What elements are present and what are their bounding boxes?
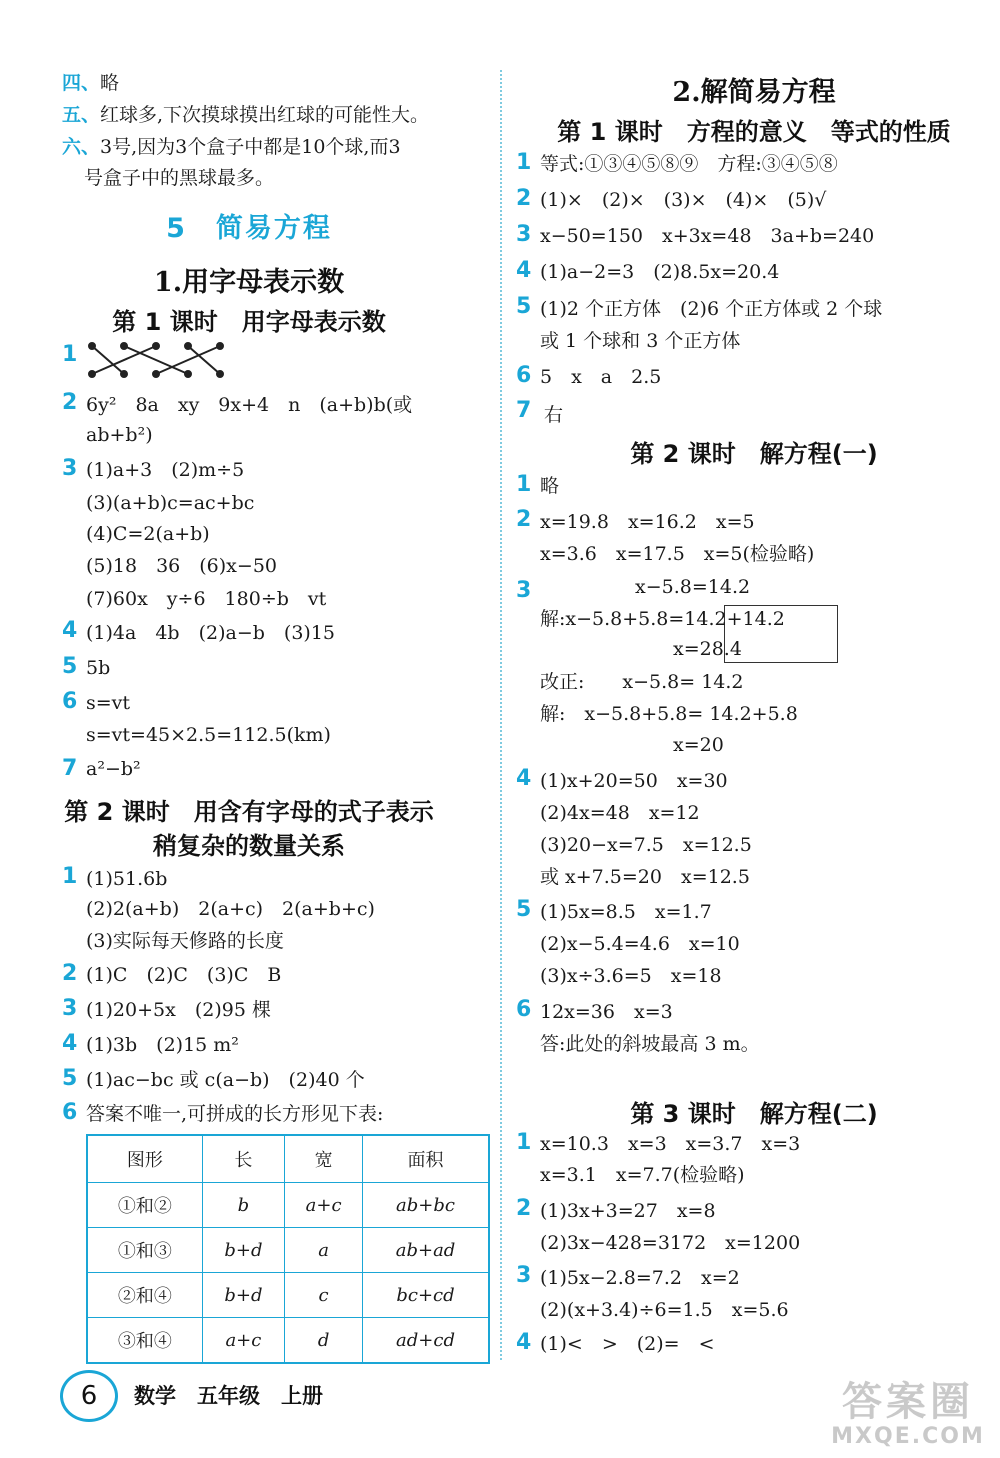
question-number: 2	[62, 961, 78, 986]
question-number: 1	[62, 342, 78, 367]
table-cell: bc+cd	[363, 1273, 489, 1318]
answer-line: (1)20+5x (2)95 棵	[86, 999, 271, 1021]
rectangle-table	[86, 1134, 490, 1364]
question-number: 4	[62, 618, 78, 643]
lesson-title-r2: 第 2 课时 解方程(一)	[630, 440, 878, 468]
answer-line: ab+b²)	[86, 424, 153, 446]
question-number: 3	[516, 578, 532, 603]
answer-line: x=28.4	[540, 638, 742, 660]
answer-line: x=19.8 x=16.2 x=5	[540, 511, 755, 533]
table-cell: b+d	[202, 1228, 284, 1273]
lesson-title-2b: 稍复杂的数量关系	[153, 832, 345, 860]
answer-line: (2)x−5.4=4.6 x=10	[540, 933, 740, 955]
answer-line: 5 x a 2.5	[540, 366, 662, 388]
question-number: 1	[516, 1130, 532, 1155]
table-cell: ③和④	[87, 1318, 202, 1364]
item-label: 六、	[62, 136, 101, 158]
answer-line: (1)x+20=50 x=30	[540, 770, 728, 792]
answer-line: 右	[544, 404, 564, 426]
item-text: 红球多,下次摸球摸出红球的可能性大。	[100, 104, 430, 126]
answer-line: (2)(x+3.4)÷6=1.5 x=5.6	[540, 1299, 789, 1321]
item-label: 四、	[62, 72, 101, 94]
table-cell: b+d	[202, 1273, 284, 1318]
answer-line: x=3.6 x=17.5 x=5(检验略)	[540, 543, 815, 565]
answer-line: x−50=150 x+3x=48 3a+b=240	[540, 225, 875, 247]
question-number: 5	[516, 294, 532, 319]
answer-line: (2)2(a+b) 2(a+c) 2(a+b+c)	[86, 898, 375, 920]
table-row	[87, 1273, 489, 1318]
section-title-1: 1.用字母表示数	[153, 267, 345, 298]
item-label: 五、	[62, 104, 101, 126]
table-cell: d	[285, 1318, 363, 1364]
table-cell: ①和③	[87, 1228, 202, 1273]
table-row	[87, 1183, 489, 1228]
answer-line: (1)ac−bc 或 c(a−b) (2)40 个	[86, 1069, 365, 1091]
answer-line: 答案不唯一,可拼成的长方形见下表:	[86, 1103, 384, 1125]
answer-line: (4)C=2(a+b)	[86, 523, 210, 545]
answer-line: (3)20−x=7.5 x=12.5	[540, 834, 752, 856]
answer-line: (1)5x−2.8=7.2 x=2	[540, 1267, 740, 1289]
answer-six-cont	[84, 165, 274, 191]
table-cell: ①和②	[87, 1183, 202, 1228]
answer-line: x−5.8=14.2	[540, 576, 751, 598]
question-number: 6	[516, 997, 532, 1022]
answer-line: (3)实际每天修路的长度	[86, 930, 284, 952]
answer-line: 5b	[86, 657, 111, 679]
answer-line: 或 1 个球和 3 个正方体	[540, 330, 741, 352]
question-number: 3	[62, 996, 78, 1021]
question-number: 1	[62, 864, 78, 889]
section-title-2: 2.解简易方程	[672, 77, 836, 108]
watermark-logo	[820, 1380, 996, 1456]
table-cell: ②和④	[87, 1273, 202, 1318]
question-number: 3	[516, 1263, 532, 1288]
answer-line: (1)a−2=3 (2)8.5x=20.4	[540, 261, 780, 283]
answer-line: (1)< > (2)= <	[540, 1333, 715, 1355]
table-header: 长	[202, 1135, 284, 1183]
question-number: 2	[516, 186, 532, 211]
question-number: 7	[516, 398, 532, 423]
table-cell: c	[285, 1273, 363, 1318]
question-number: 1	[516, 472, 532, 497]
answer-six	[62, 134, 401, 160]
answer-line: (7)60x y÷6 180÷b vt	[86, 588, 327, 610]
question-number: 4	[516, 258, 532, 283]
answer-line: 或 x+7.5=20 x=12.5	[540, 866, 750, 888]
question-number: 3	[62, 456, 78, 481]
table-cell: a+c	[202, 1318, 284, 1364]
question-number: 4	[516, 1330, 532, 1355]
table-cell: a+c	[285, 1183, 363, 1228]
question-number: 6	[62, 689, 78, 714]
question-number: 5	[62, 1066, 78, 1091]
matching-lines-diagram	[84, 340, 230, 380]
answer-five	[62, 102, 429, 128]
question-number: 2	[516, 507, 532, 532]
answer-line: s=vt	[86, 692, 131, 714]
table-header: 宽	[285, 1135, 363, 1183]
answer-line: (1)5x=8.5 x=1.7	[540, 901, 712, 923]
answer-line: (1)2 个正方体 (2)6 个正方体或 2 个球	[540, 298, 883, 320]
item-text: 3号,因为3个盒子中都是10个球,而3	[100, 136, 401, 158]
lesson-title-2a: 第 2 课时 用含有字母的式子表示	[64, 798, 434, 826]
answer-line: (2)3x−428=3172 x=1200	[540, 1232, 801, 1254]
table-row	[87, 1228, 489, 1273]
answer-line: (1)4a 4b (2)a−b (3)15	[86, 622, 335, 644]
answer-line: x=3.1 x=7.7(检验略)	[540, 1164, 745, 1186]
item-text: 略	[100, 72, 120, 94]
page-number: 6	[80, 1381, 98, 1411]
question-number: 6	[516, 363, 532, 388]
answer-line: a²−b²	[86, 758, 141, 780]
answer-line: s=vt=45×2.5=112.5(km)	[86, 724, 331, 746]
answer-line: 6y² 8a xy 9x+4 n (a+b)b(或	[86, 394, 413, 416]
answer-line: 答:此处的斜坡最高 3 m。	[540, 1033, 760, 1055]
lesson-title-r3: 第 3 课时 解方程(二)	[630, 1100, 878, 1128]
answer-line: (1)C (2)C (3)C B	[86, 964, 282, 986]
table-cell: ad+cd	[363, 1318, 489, 1364]
table-cell: a	[285, 1228, 363, 1273]
answer-line: 12x=36 x=3	[540, 1001, 673, 1023]
table-header: 图形	[87, 1135, 202, 1183]
book-title: 数学 五年级 上册	[134, 1384, 323, 1408]
answer-line: (1)51.6b	[86, 868, 168, 890]
answer-line: 改正: x−5.8= 14.2	[540, 671, 744, 693]
table-header: 面积	[363, 1135, 489, 1183]
answer-line: (5)18 36 (6)x−50	[86, 555, 277, 577]
watermark-line1: 答案圈	[842, 1379, 974, 1425]
answer-line: (1)a+3 (2)m÷5	[86, 459, 245, 481]
table-cell: b	[202, 1183, 284, 1228]
question-number: 2	[516, 1196, 532, 1221]
item-text: 号盒子中的黑球最多。	[84, 167, 275, 189]
question-number: 1	[516, 150, 532, 175]
answer-line: (1)× (2)× (3)× (4)× (5)√	[540, 189, 827, 211]
answer-line: x=20	[540, 734, 724, 756]
answer-line: 解: x−5.8+5.8= 14.2+5.8	[540, 703, 798, 725]
answer-line: 解:x−5.8+5.8=14.2+14.2	[540, 608, 785, 630]
unit-title: 5 简易方程	[166, 213, 332, 244]
answer-line: 等式:①③④⑤⑧⑨ 方程:③④⑤⑧	[540, 153, 838, 175]
answer-four	[62, 70, 119, 96]
table-cell: ab+ad	[363, 1228, 489, 1273]
answer-line: 略	[540, 475, 560, 497]
answer-line: x=10.3 x=3 x=3.7 x=3	[540, 1133, 801, 1155]
question-number: 4	[516, 766, 532, 791]
answer-line: (3)x÷3.6=5 x=18	[540, 965, 722, 987]
lesson-title-1: 第 1 课时 用字母表示数	[112, 308, 386, 336]
lesson-title-r1: 第 1 课时 方程的意义 等式的性质	[557, 118, 951, 146]
table-header-row	[87, 1135, 489, 1183]
question-number: 6	[62, 1100, 78, 1125]
question-number: 5	[516, 897, 532, 922]
question-number: 4	[62, 1031, 78, 1056]
question-number: 2	[62, 390, 78, 415]
table-cell: ab+bc	[363, 1183, 489, 1228]
watermark-line2: MXQE.COM	[831, 1424, 985, 1449]
column-divider	[500, 70, 502, 1360]
table-row	[87, 1318, 489, 1364]
answer-line: (3)(a+b)c=ac+bc	[86, 492, 255, 514]
answer-line: (1)3b (2)15 m²	[86, 1034, 239, 1056]
question-number: 7	[62, 756, 78, 781]
answer-line: (2)4x=48 x=12	[540, 802, 700, 824]
question-number: 5	[62, 654, 78, 679]
question-number: 3	[516, 222, 532, 247]
answer-line: (1)3x+3=27 x=8	[540, 1200, 716, 1222]
